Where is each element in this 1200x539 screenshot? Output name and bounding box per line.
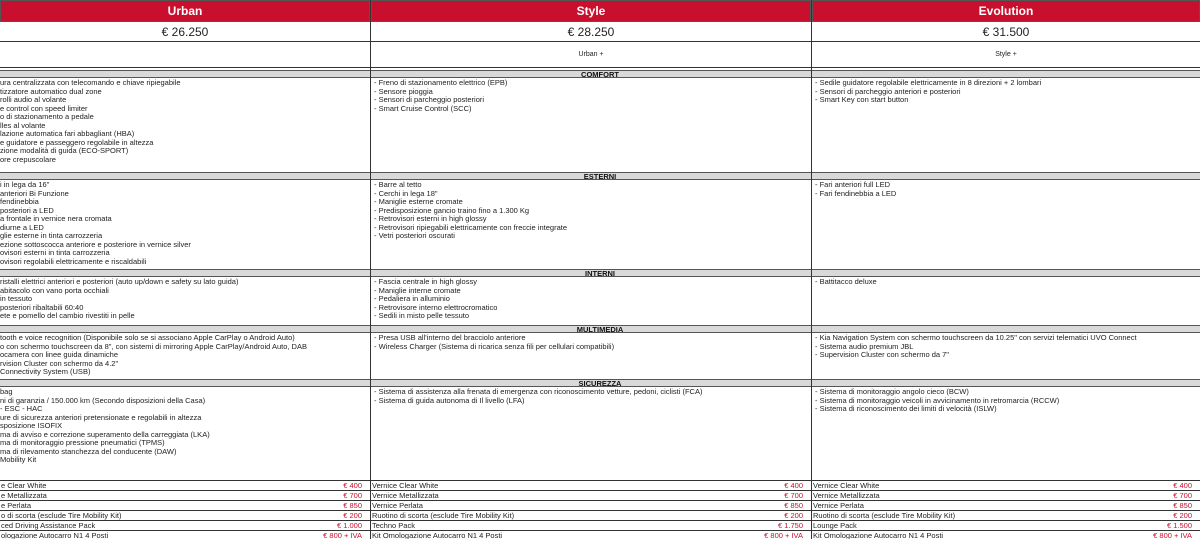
feature-item: ure di sicurezza anteriori pretensionate e regolabili in altezza <box>0 412 202 422</box>
feature-item: - Cerchi in lega 18" <box>374 188 438 198</box>
feature-item: - Sistema di assistenza alla frenata di emergenza con riconoscimento vetture, pedoni, ciclisti (FCA) <box>374 387 703 396</box>
option-row <box>371 481 811 491</box>
feature-item: ristalli elettrici anteriori e posteriori (auto up/down e safety su lato guida) <box>0 277 239 286</box>
option-price: € 850 <box>1173 501 1192 510</box>
feature-item: ni di garanzia / 150.000 km (Secondo disposizioni della Casa) <box>0 395 206 405</box>
feature-item: - Smart Key con start button <box>815 95 909 104</box>
feature-item: - Retrovisori ripiegabili elettricamente con freccie integrate <box>374 222 568 232</box>
feature-item: a frontale in vernice nera cromata <box>0 214 112 223</box>
feature-item: - Sedili in misto pelle tessuto <box>374 311 470 320</box>
trim-base <box>0 42 370 68</box>
option-name: e Clear White <box>1 481 47 490</box>
feature-item: fendinebbia <box>0 197 39 206</box>
option-price: € 400 <box>343 481 362 490</box>
column-divider <box>370 0 371 539</box>
feature-list-sicurezza <box>0 388 210 465</box>
trim-column-style <box>371 0 811 539</box>
feature-item: ura centralizzata con telecomando e chiave ripiegabile <box>0 78 181 87</box>
option-name: Vernice Clear White <box>372 481 439 490</box>
option-price: € 200 <box>784 511 803 520</box>
feature-item: - ESC - HAC <box>0 404 43 413</box>
option-price: € 700 <box>1173 491 1192 500</box>
feature-item: - Sistema di monitoraggio veicoli in avvicinamento in retromarcia (RCCW) <box>815 395 1060 405</box>
feature-item: - Sistema audio premium JBL <box>815 341 914 351</box>
feature-list-multimedia <box>815 334 1137 360</box>
feature-item: posteriori ribaltabili 60:40 <box>0 302 84 312</box>
option-price: € 700 <box>784 491 803 500</box>
feature-item: ovisori esterni in tinta carrozzeria <box>0 248 110 257</box>
option-name: ologazione Autocarro N1 4 Posti <box>1 531 109 539</box>
option-name: Vernice Clear White <box>813 481 880 490</box>
option-name: Kit Omologazione Autocarro N1 4 Posti <box>372 531 503 539</box>
option-row <box>812 481 1200 491</box>
trim-column-evolution <box>812 0 1200 539</box>
feature-item: - Maniglie esterne cromate <box>374 197 463 206</box>
option-name: Kit Omologazione Autocarro N1 4 Posti <box>813 531 944 539</box>
feature-item: - Maniglie interne cromate <box>374 285 461 295</box>
feature-list-esterni <box>0 181 191 266</box>
feature-list-comfort <box>815 79 1041 105</box>
option-row <box>371 501 811 511</box>
feature-item: - Smart Cruise Control (SCC) <box>374 103 472 113</box>
feature-item: ma di rilevamento stanchezza del conducente (DAW) <box>0 446 177 456</box>
feature-item: - Fari anteriori full LED <box>815 180 891 189</box>
trim-price: € 31.500 <box>812 22 1200 42</box>
feature-list-esterni <box>374 181 567 241</box>
feature-item: zione modalità di guida (ECO-SPORT) <box>0 146 129 155</box>
feature-list-multimedia <box>374 334 614 351</box>
feature-item: rolli audio al volante <box>0 95 67 104</box>
feature-list-sicurezza <box>374 388 702 405</box>
feature-item: posteriori a LED <box>0 205 54 215</box>
trim-header: Urban <box>0 0 370 22</box>
feature-item: Connectivity System (USB) <box>0 367 91 376</box>
option-name: o di scorta (esclude Tire Mobility Kit) <box>1 511 122 520</box>
option-price: € 1.750 <box>777 521 803 530</box>
feature-item: ma di avviso e correzione superamento della carreggiata (LKA) <box>0 429 210 439</box>
option-row <box>371 521 811 531</box>
option-price: € 800 + IVA <box>764 531 803 539</box>
option-name: Ruotino di scorta (esclude Tire Mobility Kit) <box>372 511 515 520</box>
feature-item: - Sensore pioggia <box>374 86 433 96</box>
feature-item: e guidatore e passeggero regolabile in altezza <box>0 137 154 147</box>
feature-item: diurne a LED <box>0 222 44 232</box>
feature-item: - Wireless Charger (Sistema di ricarica senza fili per cellulari compatibili) <box>374 341 615 351</box>
section-header-multimedia: MULTIMEDIA <box>0 325 1200 333</box>
trim-column-urban <box>0 0 370 539</box>
feature-item: - Sistema di riconoscimento dei limiti di velocità (ISLW) <box>815 404 997 413</box>
option-row <box>0 481 370 491</box>
option-name: Vernice Perlata <box>813 501 864 510</box>
feature-item: ocamera con linee guida dinamiche <box>0 350 118 359</box>
feature-item: in tessuto <box>0 294 33 303</box>
option-price: € 850 <box>343 501 362 510</box>
option-name: Vernice Perlata <box>372 501 423 510</box>
feature-item: glie esterne in tinta carrozzeria <box>0 231 103 240</box>
option-row <box>812 521 1200 531</box>
feature-list-esterni <box>815 181 896 198</box>
feature-item: lazione automatica fari abbagliant (HBA) <box>0 129 135 138</box>
feature-item: ore crepuscolare <box>0 154 56 164</box>
trim-price: € 26.250 <box>0 22 370 42</box>
feature-item: - Pedaliera in alluminio <box>374 294 450 303</box>
feature-list-multimedia <box>0 334 307 377</box>
feature-item: ete e pomello del cambio rivestiti in pelle <box>0 311 135 320</box>
option-row <box>812 511 1200 521</box>
feature-list-interni <box>0 278 238 321</box>
feature-item: - Fascia centrale in high glossy <box>374 277 477 286</box>
option-name: ced Driving Assistance Pack <box>1 521 96 530</box>
option-price: € 400 <box>1173 481 1192 490</box>
option-row <box>812 531 1200 539</box>
option-price: € 800 + IVA <box>323 531 362 539</box>
feature-item: - Supervision Cluster con schermo da 7" <box>815 350 949 359</box>
option-name: Techno Pack <box>372 521 415 530</box>
feature-item: - Retrovisore interno elettrocromatico <box>374 302 498 312</box>
section-header-comfort: COMFORT <box>0 70 1200 78</box>
section-header-sicurezza: SICUREZZA <box>0 379 1200 387</box>
column-divider <box>811 0 812 539</box>
feature-item: o con schermo touchscreen da 8", con sistemi di mirroring Apple CarPlay/Android Auto, DAB <box>0 341 307 351</box>
trim-base: Style + <box>812 42 1200 68</box>
option-name: e Metallizzata <box>1 491 47 500</box>
feature-item: - Sensori di parcheggio posteriori <box>374 95 485 104</box>
option-name: Vernice Metallizzata <box>813 491 880 500</box>
option-row <box>812 501 1200 511</box>
feature-item: anteriori Bi Funzione <box>0 188 69 198</box>
feature-list-interni <box>815 278 877 287</box>
option-row <box>812 491 1200 501</box>
section-header-interni: INTERNI <box>0 269 1200 277</box>
feature-item: - Kia Navigation System con schermo touchscreen da 10.25" con servizi telematici UVO Connect <box>815 333 1137 342</box>
option-name: Vernice Metallizzata <box>372 491 439 500</box>
option-price: € 1.000 <box>336 521 362 530</box>
option-row <box>371 511 811 521</box>
option-name: Ruotino di scorta (esclude Tire Mobility Kit) <box>813 511 956 520</box>
feature-item: - Sensori di parcheggio anteriori e posteriori <box>815 86 961 96</box>
option-name: e Perlata <box>1 501 32 510</box>
option-row <box>0 511 370 521</box>
option-price: € 1.500 <box>1166 521 1192 530</box>
trim-header: Style <box>371 0 811 22</box>
feature-item: tizzatore automatico dual zone <box>0 86 102 96</box>
feature-list-sicurezza <box>815 388 1059 414</box>
feature-item: bag <box>0 387 13 396</box>
option-price: € 400 <box>784 481 803 490</box>
feature-item: ma di monitoraggio pressione pneumatici (TPMS) <box>0 438 165 447</box>
feature-item: - Fari fendinebbia a LED <box>815 188 897 198</box>
option-price: € 200 <box>1173 511 1192 520</box>
option-row <box>0 531 370 539</box>
option-row <box>0 521 370 531</box>
feature-item: - Vetri posteriori oscurati <box>374 231 455 240</box>
feature-item: abitacolo con vano porta occhiali <box>0 285 109 295</box>
feature-item: i in lega da 16" <box>0 180 50 189</box>
feature-item: o di stazionamento a pedale <box>0 112 94 121</box>
option-price: € 800 + IVA <box>1153 531 1192 539</box>
feature-item: sposizione ISOFIX <box>0 421 63 430</box>
feature-item: - Sedile guidatore regolabile elettricamente in 8 direzioni + 2 lombari <box>815 78 1042 87</box>
option-price: € 200 <box>343 511 362 520</box>
feature-item: lles al volante <box>0 120 46 130</box>
trim-header: Evolution <box>812 0 1200 22</box>
option-name: Lounge Pack <box>813 521 857 530</box>
feature-item: rvision Cluster con schermo da 4.2" <box>0 358 119 368</box>
feature-item: - Battitacco deluxe <box>815 277 877 286</box>
feature-list-comfort <box>0 79 181 164</box>
feature-item: - Presa USB all'interno del bracciolo anteriore <box>374 333 526 342</box>
feature-item: ovisori regolabili elettricamente e riscaldabili <box>0 256 147 266</box>
feature-item: - Sistema di monitoraggio angolo cieco (BCW) <box>815 387 969 396</box>
feature-item: - Retrovisori esterni in high glossy <box>374 214 487 223</box>
feature-item: - Predisposizione gancio traino fino a 1.300 Kg <box>374 205 530 215</box>
trim-price: € 28.250 <box>371 22 811 42</box>
feature-item: ezione sottoscocca anteriore e posteriore in vernice silver <box>0 239 191 249</box>
trim-base: Urban + <box>371 42 811 68</box>
feature-item: - Sistema di guida autonoma di Il livello (LFA) <box>374 395 525 405</box>
feature-list-interni <box>374 278 497 321</box>
option-row <box>0 491 370 501</box>
feature-item: tooth e voice recognition (Disponibile solo se si associano Apple CarPlay o Android Auto) <box>0 333 295 342</box>
option-price: € 700 <box>343 491 362 500</box>
section-header-esterni: ESTERNI <box>0 172 1200 180</box>
feature-item: Mobility Kit <box>0 455 37 464</box>
option-row <box>371 491 811 501</box>
option-row <box>371 531 811 539</box>
feature-item: e control con speed limiter <box>0 103 88 113</box>
feature-list-comfort <box>374 79 507 113</box>
feature-item: - Barre al tetto <box>374 180 422 189</box>
option-row <box>0 501 370 511</box>
option-price: € 850 <box>784 501 803 510</box>
feature-item: - Freno di stazionamento elettrico (EPB) <box>374 78 508 87</box>
